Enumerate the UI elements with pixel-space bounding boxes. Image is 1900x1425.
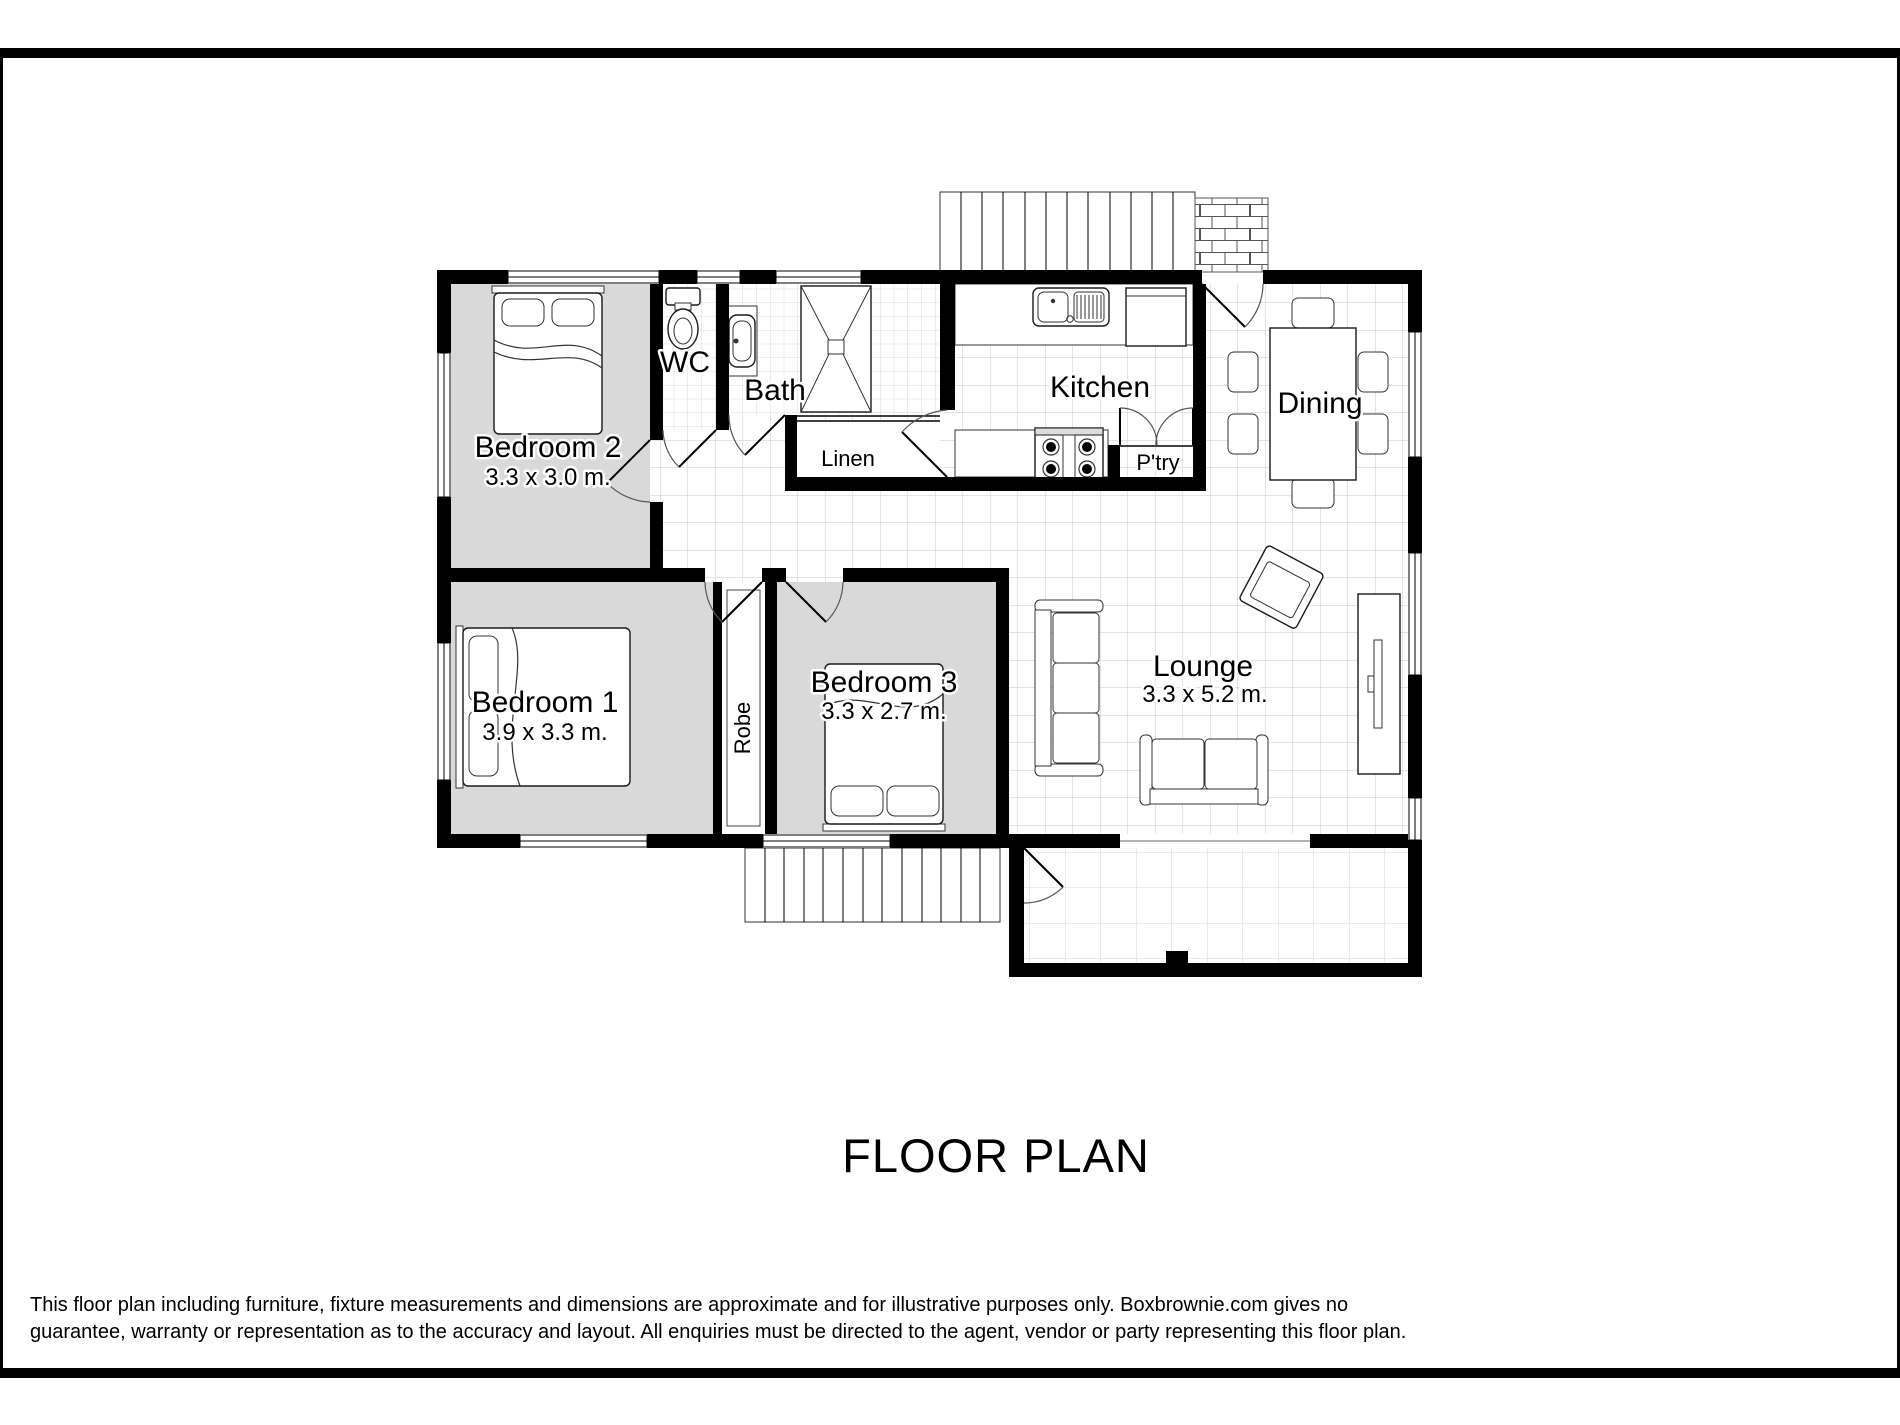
- label-bedroom3-dims: 3.3 x 2.7 m.: [821, 698, 947, 725]
- bed-icon-bedroom2: [492, 286, 604, 434]
- label-pantry: P'try: [1136, 450, 1180, 475]
- page-title: FLOOR PLAN: [842, 1129, 1150, 1182]
- toilet-icon: [666, 288, 700, 349]
- window-lounge-right-small: [1408, 798, 1422, 840]
- fridge-icon: [1126, 288, 1186, 346]
- disclaimer-line-2: guarantee, warranty or representation as to the accuracy and layout. All enquiries must be directed to the agent, vendor or party representing this floor plan.: [30, 1321, 1407, 1343]
- label-bedroom2-name: Bedroom 2: [474, 431, 622, 464]
- label-linen: Linen: [821, 446, 875, 471]
- window-lounge-right: [1408, 553, 1422, 675]
- shower-icon: [801, 286, 871, 412]
- disclaimer-line-1: This floor plan including furniture, fixture measurements and dimensions are approximate and for illustrative purposes only. Boxbrownie.com gives no: [30, 1294, 1349, 1316]
- deck-steps-top: [940, 192, 1195, 272]
- label-lounge-dims: 3.3 x 5.2 m.: [1142, 681, 1268, 708]
- window-wc: [697, 270, 740, 284]
- sofa-icon: [1035, 600, 1103, 776]
- porch-post: [1166, 951, 1188, 963]
- label-bedroom1-name: Bedroom 1: [471, 686, 619, 719]
- window-bedroom1-left: [437, 643, 451, 780]
- tv-unit-icon: [1358, 594, 1400, 774]
- window-dining-right: [1408, 332, 1422, 457]
- window-bedroom2-top: [508, 270, 659, 284]
- window-bedroom3-bottom: [763, 834, 890, 848]
- basin-icon: [727, 306, 757, 376]
- label-dining: Dining: [1277, 387, 1363, 420]
- label-wc: WC: [660, 346, 710, 379]
- page-border-top: [0, 48, 1900, 58]
- label-lounge-name: Lounge: [1152, 650, 1254, 683]
- window-bedroom1-bottom: [520, 834, 647, 848]
- page-border-left: [0, 48, 3, 1378]
- porch-floor-grid: [1023, 848, 1408, 963]
- window-bedroom2-left: [437, 353, 451, 497]
- disclaimer: [30, 1294, 1406, 1343]
- stove-icon: [1035, 428, 1103, 479]
- label-bedroom3-name: Bedroom 3: [810, 666, 958, 699]
- label-bath: Bath: [744, 374, 806, 407]
- front-steps: [745, 848, 1000, 922]
- loveseat-icon: [1140, 735, 1268, 805]
- label-robe: Robe: [730, 701, 755, 755]
- kitchen-sink-icon: [1033, 288, 1109, 326]
- window-bath: [776, 270, 861, 284]
- page-border-bottom: [0, 1368, 1900, 1378]
- brick-path: [1195, 198, 1268, 272]
- label-kitchen: Kitchen: [1049, 371, 1151, 404]
- label-bedroom2-dims: 3.3 x 3.0 m.: [485, 464, 611, 491]
- label-bedroom1-dims: 3.9 x 3.3 m.: [482, 719, 608, 746]
